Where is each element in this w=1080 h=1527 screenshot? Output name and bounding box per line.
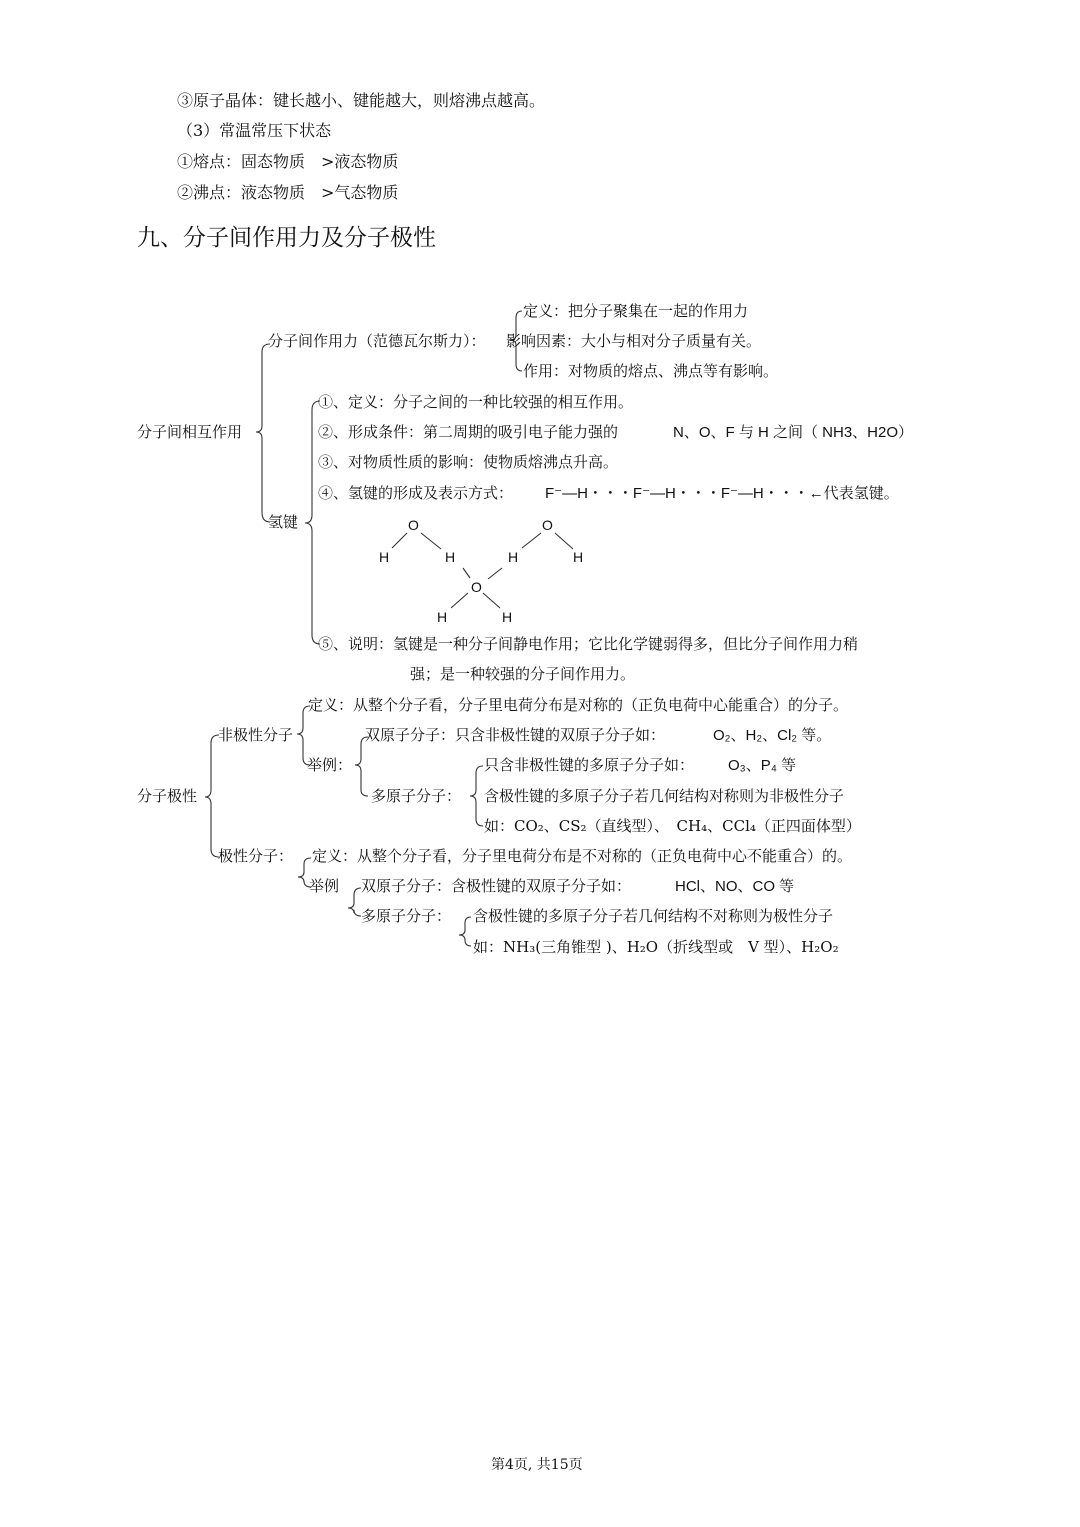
hbond-point-5: ⑤、说明：氢键是一种分子间静电作用；它比化学键弱得多，但比分子间作用力稍 [318,635,859,653]
interaction-root: 分子间相互作用 [137,423,243,441]
nonpolar-poly-2: 含极性键的多原子分子若几何结构对称则为非极性分子 [484,787,845,805]
vdw-label: 分子间作用力（范德瓦尔斯力）： [268,332,486,350]
nonpolar-example: 举例： [307,756,353,774]
polar-example-brace [348,888,361,916]
hbond-point-5-cont: 强；是一种较强的分子间作用力。 [410,665,636,683]
nonpolar-definition: 定义：从整个分子看，分子里电荷分布是对称的（正负电荷中心能重合）的分子。 [308,696,849,714]
polar-example: 举例 [309,877,340,895]
top-line-2: （3）常温常压下状态 [177,121,332,140]
atom-o: O [471,579,482,595]
atom-o: O [542,517,553,533]
nonpolar-poly-1-examples: O₃、P₄ 等 [728,757,797,774]
polar-poly-2: 如：NH₃(三角锥型 )、H₂O（折线型或 V 型）、H₂O₂ [473,938,839,956]
nonpolar-poly: 多原子分子： [371,787,462,805]
atom-h: H [508,549,519,565]
atom-h: H [437,609,448,625]
nonpolar-poly-3: 如：CO₂、CS₂（直线型）、 CH₄、CCl₄（正四面体型） [484,817,861,835]
bond-line [488,568,502,579]
polar-poly: 多原子分子： [361,907,452,925]
vdw-effect: 作用：对物质的熔点、沸点等有影响。 [523,362,779,380]
hbond-point-3: ③、对物质性质的影响：使物质熔沸点升高。 [318,453,619,471]
polar-definition: 定义：从整个分子看，分子里电荷分布是不对称的（正负电荷中心不能重合）的。 [312,847,853,865]
vdw-definition: 定义：把分子聚集在一起的作用力 [523,302,749,320]
top-line-1: ③原子晶体：键长越小、键能越大，则熔沸点越高。 [177,91,546,110]
vdw-factor: 影响因素：大小与相对分子质量有关。 [506,332,762,350]
hbond-label: 氢键 [268,513,299,531]
atom-o: O [408,517,419,533]
top-line-4: ②沸点：液态物质 >气态物质 [177,183,399,202]
nonpolar-poly-brace [470,766,483,826]
section-title: 九、分子间作用力及分子极性 [137,225,436,251]
polar-poly-1: 含极性键的多原子分子若几何结构不对称则为极性分子 [473,907,834,925]
atom-h: H [445,549,456,565]
bond-line [483,593,500,608]
polar-label: 极性分子： [218,847,294,865]
bond-line [522,533,541,548]
hbond-point-1: ①、定义：分子之间的一种比较强的相互作用。 [318,393,634,411]
hbond-point-2-elements: N、O、F 与 H 之间（ NH3、H2O） [673,424,914,441]
polar-diatomic-examples: HCl、NO、CO 等 [675,878,795,895]
atom-h: H [379,549,390,565]
bond-line [463,568,470,578]
root-polarity-brace [205,735,219,857]
polar-diatomic: 双原子分子：含极性键的双原子分子如： [361,877,632,895]
hbond-point-4: ④、氢键的形成及表示方式： [318,484,514,502]
nonpolar-diatomic: 双原子分子：只含非极性键的双原子分子如： [365,726,666,744]
bond-line [555,533,573,549]
page-footer: 第4页, 共15页 [491,1457,583,1473]
top-line-3: ①熔点：固态物质 >液态物质 [177,152,399,171]
nonpolar-example-brace [355,737,368,796]
bond-line [451,593,468,608]
nonpolar-diatomic-examples: O₂、H₂、Cl₂ 等。 [713,727,832,744]
bond-line [392,533,407,548]
polarity-root: 分子极性 [137,787,198,805]
atom-h: H [502,609,513,625]
polar-poly-brace [459,917,471,946]
nonpolar-label: 非极性分子 [218,726,294,744]
atom-h: H [573,549,584,565]
bond-line [421,533,441,549]
root-interaction-brace [256,344,270,522]
hbond-point-2: ②、形成条件：第二周期的吸引电子能力强的 [318,423,619,441]
nonpolar-poly-1: 只含非极性键的多原子分子如： [484,756,695,774]
hbond-notation: F⁻—H・・・F⁻—H・・・F⁻—H・・・←代表氢键。 [545,485,899,502]
